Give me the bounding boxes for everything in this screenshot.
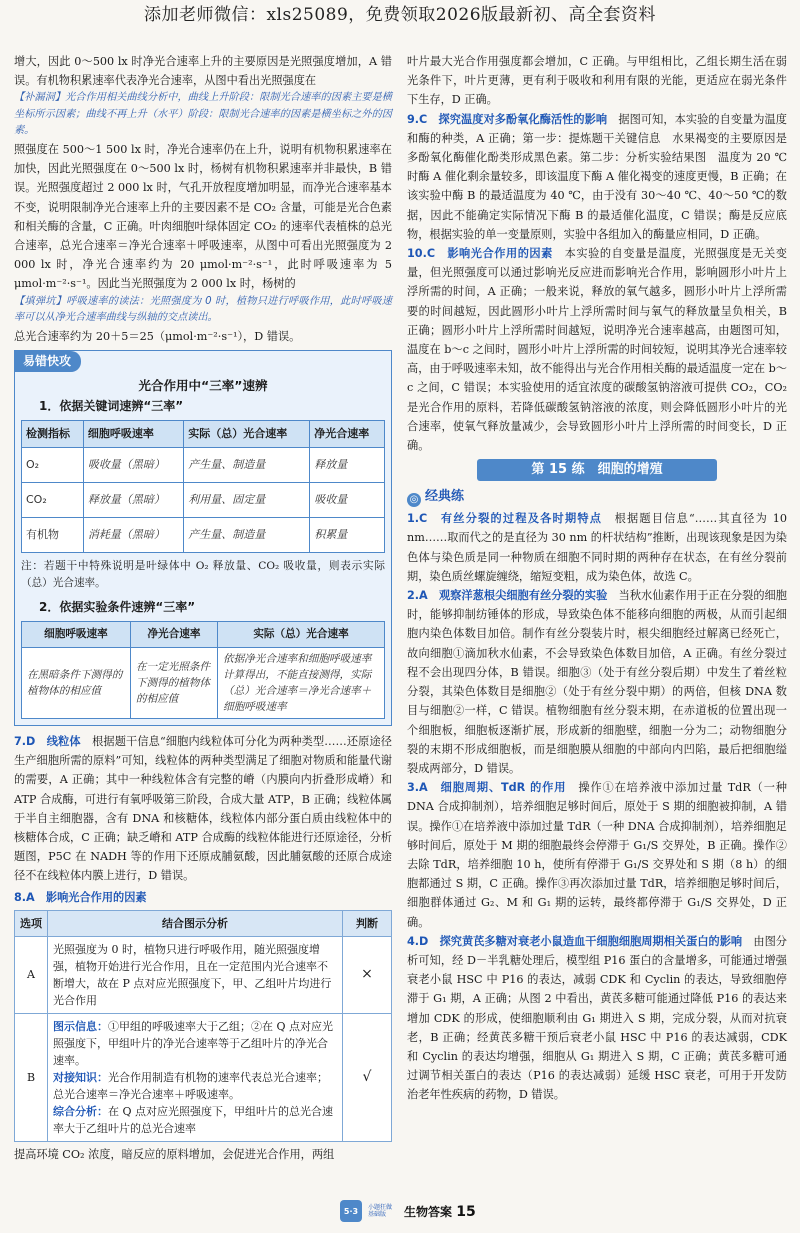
question-number: 1.C [407, 512, 428, 526]
question-topic: 细胞周期、TdR 的作用 [440, 781, 567, 795]
footer-label: 生物答案 [404, 1204, 453, 1219]
answer-text: 根据题干信息“细胞内线粒体可分化为两种类型……还原途径生产细胞所需的原料”可知，线粒体的两种类型满足了细胞对物质和能量代谢的需要，A 正确；其中一种线粒体含有完整的嵴（内膜向内折叠形成嵴）和 ATP 合成酶，可进行有氧呼吸第三阶段，合成大量 ATP，B 正确；线粒体属于半自主细胞器，含有 DNA 和核糖体，线粒体内部分蛋白质由线粒体中的核糖体合成，C 正确；缺乏嵴和 ATP 合成酶的线粒体能进行还原途径，分析题图，P5C 在 NADH 等的作用下还原成脯氨酸，因此脯氨酸的还原合成途径不在线粒体内膜上进行，D 错误。 [14, 734, 392, 883]
cell-text: 在 Q 点对应光照强度下，甲组叶片的总光合速率大于乙组叶片的总光合速率 [53, 1104, 334, 1135]
table-row [22, 647, 385, 718]
answer-7 [14, 732, 392, 886]
table-cell: O₂ [22, 447, 84, 482]
table-row [15, 936, 392, 1013]
left-column [14, 52, 392, 1164]
question-topic: 探究温度对多酚氧化酶活性的影响 [438, 112, 608, 126]
answer-3 [407, 778, 787, 932]
analysis-table [14, 910, 392, 1142]
table-cell: 有机物 [22, 517, 84, 552]
question-topic: 影响光合作用的因素 [45, 890, 147, 904]
table-header: 细胞呼吸速率 [83, 421, 183, 447]
handwritten-note: 【填弹坑】呼吸速率的读法：光照强度为 0 时，植物只进行呼吸作用，此时呼吸速率可以从净光合速率曲线与纵轴的交点读出。 [14, 295, 392, 324]
answer-2 [407, 586, 787, 778]
table-header: 实际（总）光合速率 [184, 421, 310, 447]
table-cell: 利用量、固定量 [184, 482, 310, 517]
answer-8-heading [14, 888, 392, 907]
error-prone-tag: 易错快攻 [15, 351, 81, 372]
question-topic: 探究黄芪多糖对衰老小鼠造血干细胞细胞周期相关蛋白的影响 [439, 934, 743, 948]
option-cell: A [15, 936, 48, 1013]
label: 综合分析： [53, 1104, 108, 1118]
answer-text: 操作①在培养液中添加过量 TdR（一种 DNA 合成抑制剂），培养细胞足够时间后，原处于 S 期的细胞被抑制，A 错误。操作①在培养液中添加过量 TdR（一种 DNA 合成抑制剂），培养细胞足够时间后，原处于 M 期的细胞最终会停滞于 G₁/S 交界处，B 正确。操作②去除 TdR，培养细胞 10 h，使所有停滞于 G₁/S 交界处和 S 期（8 h）的细胞都通过 S 期，C 正确。操作③再次添加过量 TdR，培养细胞足够时间后，细胞群体通过 G₂、M 和 G₁ 期的运转，最终都停滞于 G₁/S 交界处，D 正确。 [407, 781, 787, 929]
page-number: 15 [456, 1203, 476, 1220]
brand-subtitle: 小题狂做 基础版 [368, 1204, 393, 1218]
paragraph: 照强度在 500～1 500 lx 时，净光合速率仍在上升，说明有机物积累速率在加快，因此光照强度在 0～500 lx 时，杨树有机物积累速率并非最快，B 错误。光照强度超过 2 000 lx 时，气孔开放程度增加明显，而净光合速率基本不变，说明限制净光合速率上升的主要因素不是 CO₂ 含量，可能是光合色素和相关酶的含量，C 正确。叶肉细胞叶绿体固定 CO₂ 的速率代表植株的总光合速率，总光合速率＝净光合速率＋呼吸速率，从图中可看出光照强度为 2 000 lx 时，净光合速率约为 20 μmol·m⁻²·s⁻¹，此时呼吸速率为 5 μmol·m⁻²·s⁻¹。因此当光照强度为 2 000 lx 时，杨树的 [14, 142, 392, 291]
table-cell: 释放量（黑暗） [83, 482, 183, 517]
analysis-cell: 光照强度为 0 时，植物只进行呼吸作用，随光照强度增强，植物开始进行光合作用，且在一定范围内光合速率不断增大，故在 P 点对应光照强度下，甲、乙组叶片均进行光合作用 [48, 936, 343, 1013]
question-topic: 观察洋葱根尖细胞有丝分裂的实验 [438, 589, 608, 603]
table-header: 检测指标 [22, 421, 84, 447]
box-title: 光合作用中“三率”速辨 [138, 377, 268, 393]
handwritten-note: 【补漏洞】光合作用相关曲线分析中，曲线上升阶段：限制光合速率的因素主要是横坐标所示因素；曲线不再上升（水平）阶段：限制光合速率的因素是横坐标之外的因素。 [14, 92, 392, 137]
question-topic: 线粒体 [46, 734, 81, 748]
question-number: 10.C [407, 247, 436, 261]
judge-cell: × [343, 936, 392, 1013]
box-note: 注：若题干中特殊说明是叶绿体中 O₂ 释放量、CO₂ 吸收量，则表示实际（总）光合速率。 [21, 559, 385, 589]
paragraph: 增大，因此 0～500 lx 时净光合速率上升的主要原因是光照强度增加，A 错误。有机物积累速率代表净光合速率，从图中看出光照强度在 [14, 55, 392, 88]
table-cell: 吸收量 [310, 482, 385, 517]
table-header: 净光合速率 [310, 421, 385, 447]
brand-logo-icon: 5·3 [340, 1200, 362, 1222]
table-cell: CO₂ [22, 482, 84, 517]
answer-text: 由图分析可知，经 D－半乳糖处理后，模型组 P16 蛋白的含量增多，可能通过增强衰老小鼠 HSC 中 P16 的表达，减弱 CDK 和 Cyclin 的表达，导致细胞停滞于 G₁ 期，A 正确；从图 2 中看出，黄芪多糖可能通过降低 P16 的表达来增加 CDK 的形成，使细胞顺利由 G₁ 期进入 S 期，完成分裂，从而对抗衰老，B 正确；经黄芪多糖干预后衰老小鼠 HSC 中 P16 的表达减弱，CDK 和 Cyclin 的表达均增强，细胞从 G₁ 期进入 S 期，C 正确；黄芪多糖可通过调节相关蛋白的表达（P16 的表达减弱）延缓 HSC 衰老，可用于开发防治老年性疾病的药物，D 错误。 [407, 934, 787, 1102]
question-number: 2.A [407, 589, 428, 603]
table-cell: 依据净光合速率和细胞呼吸速率计算得出，不能直接测得，实际（总）光合速率＝净光合速率＋细胞呼吸速率 [218, 647, 385, 718]
table-cell: 积累量 [310, 517, 385, 552]
table-header: 细胞呼吸速率 [22, 621, 131, 647]
cell-text: 光合作用制造有机物的速率代表总光合速率；总光合速率＝净光合速率＋呼吸速率。 [53, 1070, 328, 1101]
box-subtitle: 2．依据实验条件速辨“三率” [39, 599, 196, 614]
table-header: 实际（总）光合速率 [218, 621, 385, 647]
judge-cell: √ [343, 1013, 392, 1141]
question-topic: 影响光合作用的因素 [447, 247, 553, 261]
question-number: 9.C [407, 112, 428, 126]
table-cell: 消耗量（黑暗） [83, 517, 183, 552]
table-header: 净光合速率 [130, 621, 217, 647]
error-prone-box [14, 350, 392, 726]
table-cell: 释放量 [310, 447, 385, 482]
cell-text: ①甲组的呼吸速率大于乙组；②在 Q 点对应光照强度下，甲组叶片的净光合速率等于乙组叶片的净光合速率。 [53, 1019, 334, 1067]
question-number: 8.A [14, 890, 35, 904]
rates-keyword-table [21, 420, 385, 552]
table-row [22, 517, 385, 552]
table-cell: 产生量、制造量 [184, 447, 310, 482]
answer-4 [407, 932, 787, 1105]
page-footer [340, 1200, 476, 1222]
right-column [407, 52, 787, 1105]
option-cell: B [15, 1013, 48, 1141]
practice-icon: ◎ [407, 493, 421, 507]
answer-9 [407, 110, 787, 244]
paragraph: 提高环境 CO₂ 浓度，暗反应的原料增加，会促进光合作用，两组 [14, 1147, 335, 1161]
paragraph: 叶片最大光合作用强度都会增加，C 正确。与甲组相比，乙组长期生活在弱光条件下，叶片更薄，更有利于吸收和利用有限的光能，更适应在弱光条件下生存，D 正确。 [407, 55, 787, 107]
answer-1 [407, 509, 787, 586]
top-banner: 添加老师微信：xls25089，免费领取2026版最新初、高全套资料 [143, 5, 657, 25]
answer-text: 当秋水仙素作用于正在分裂的细胞时，能够抑制纺锤体的形成，导致染色体不能移向细胞的两极，从而引起细胞内染色体数目加倍。制作有丝分裂装片时，根尖细胞经过解离已经死亡，故向细胞①滴加秋水仙素，不会导致染色体数目加倍，A 正确。有丝分裂过程不会出现四分体，B 错误。细胞③（处于有丝分裂后期）中发生了着丝粒分裂，其染色体数目是细胞②（处于有丝分裂中期）的两倍，但核 DNA 数目与细胞②一样，C 错误。植物细胞有丝分裂末期，在赤道板的位置出现一个细胞板，细胞板逐渐扩展，形成新的细胞壁，细胞一分为二；动物细胞分裂的末期不形成细胞板，而是细胞膜从细胞的中部向内凹陷，最后把细胞缢裂成两部分，D 错误。 [407, 589, 787, 775]
table-cell: 在黑暗条件下测得的植物体的相应值 [22, 647, 131, 718]
label: 图示信息： [53, 1019, 108, 1033]
classic-practice-heading [407, 487, 787, 507]
answer-text: 本实验的自变量是温度，光照强度是无关变量，但光照强度可以通过影响光反应进而影响光合作用，影响圆形小叶片上浮所需的时间，A 正确；一般来说，释放的氧气越多，圆形小叶片上浮所需要的时间越短，因此圆形小叶片上浮所需时间与氧气的释放量呈负相关，B 正确；圆形小叶片上浮所需时间越短，说明净光合速率越高，由题图可知，温度在 b～c 之间时，圆形小叶片上浮所需的时间较短，说明其净光合速率较高，由于呼吸速率未知，故不能得出与光合作用相关酶的最适温度一定在 b～c 之间，C 错误；本实验使用的适宜浓度的碳酸氢钠溶液可提供 CO₂，CO₂ 是光合作用的原料，若降低碳酸氢钠溶液的浓度，则会降低圆形小叶片的光合速率，使氧气释放量减少，会导致圆形小叶片上浮所需的时间变长，D 正确。 [407, 247, 787, 453]
label: 对接知识： [53, 1070, 108, 1084]
answer-text: 据图可知，本实验的自变量为温度和酶的种类，A 正确；第一步：提炼题干关键信息 水果褐变的主要原因是多酚氧化酶催化酚类形成黑色素。第二步：分析实验结果图 温度为 20 ℃时酶 A 催化剩余量较多，即该温度下酶 A 催化褐变的速度更慢，B 正确；在该实验中酶 B 的最适温度为 40 ℃，由于没有 30～40 ℃、40～50 ℃的数据，因此不能确定实际情况下酶 B 的最适催化温度，C 错误；酶是反应底物，根据实验的单一变量原则，实验中各组加入的酶量应相同，D 正确。 [407, 112, 787, 241]
table-cell: 产生量、制造量 [184, 517, 310, 552]
paragraph: 总光合速率约为 20＋5＝25（μmol·m⁻²·s⁻¹），D 错误。 [14, 329, 301, 343]
table-header: 结合图示分析 [48, 910, 343, 936]
table-header: 判断 [343, 910, 392, 936]
answer-text: 根据题目信息“……其直径为 10 nm……取而代之的是直径为 30 nm 的杆状结构”推断，出现该现象是因为染色体与染色质是同一种物质在细胞不同时期的两种存在状态，在有丝分裂前期，染色质丝螺旋缠绕，缩短变粗，成为染色体，故选 C。 [407, 512, 787, 583]
table-cell: 在一定光照条件下测得的植物体的相应值 [130, 647, 217, 718]
section-banner: 第 15 练 细胞的增殖 [477, 459, 717, 481]
box-subtitle: 1．依据关键词速辨“三率” [39, 399, 184, 414]
answer-10 [407, 244, 787, 455]
question-number: 3.A [407, 781, 428, 795]
table-row [22, 447, 385, 482]
table-row [15, 1013, 392, 1141]
table-row [22, 482, 385, 517]
table-header: 选项 [15, 910, 48, 936]
rates-condition-table [21, 621, 385, 719]
question-number: 7.D [14, 734, 36, 748]
question-topic: 有丝分裂的过程及各时期特点 [440, 512, 603, 526]
footer-title [404, 1203, 476, 1220]
heading-text: 经典练 [425, 489, 465, 505]
table-cell: 吸收量（黑暗） [83, 447, 183, 482]
question-number: 4.D [407, 934, 429, 948]
analysis-cell [48, 1013, 343, 1141]
